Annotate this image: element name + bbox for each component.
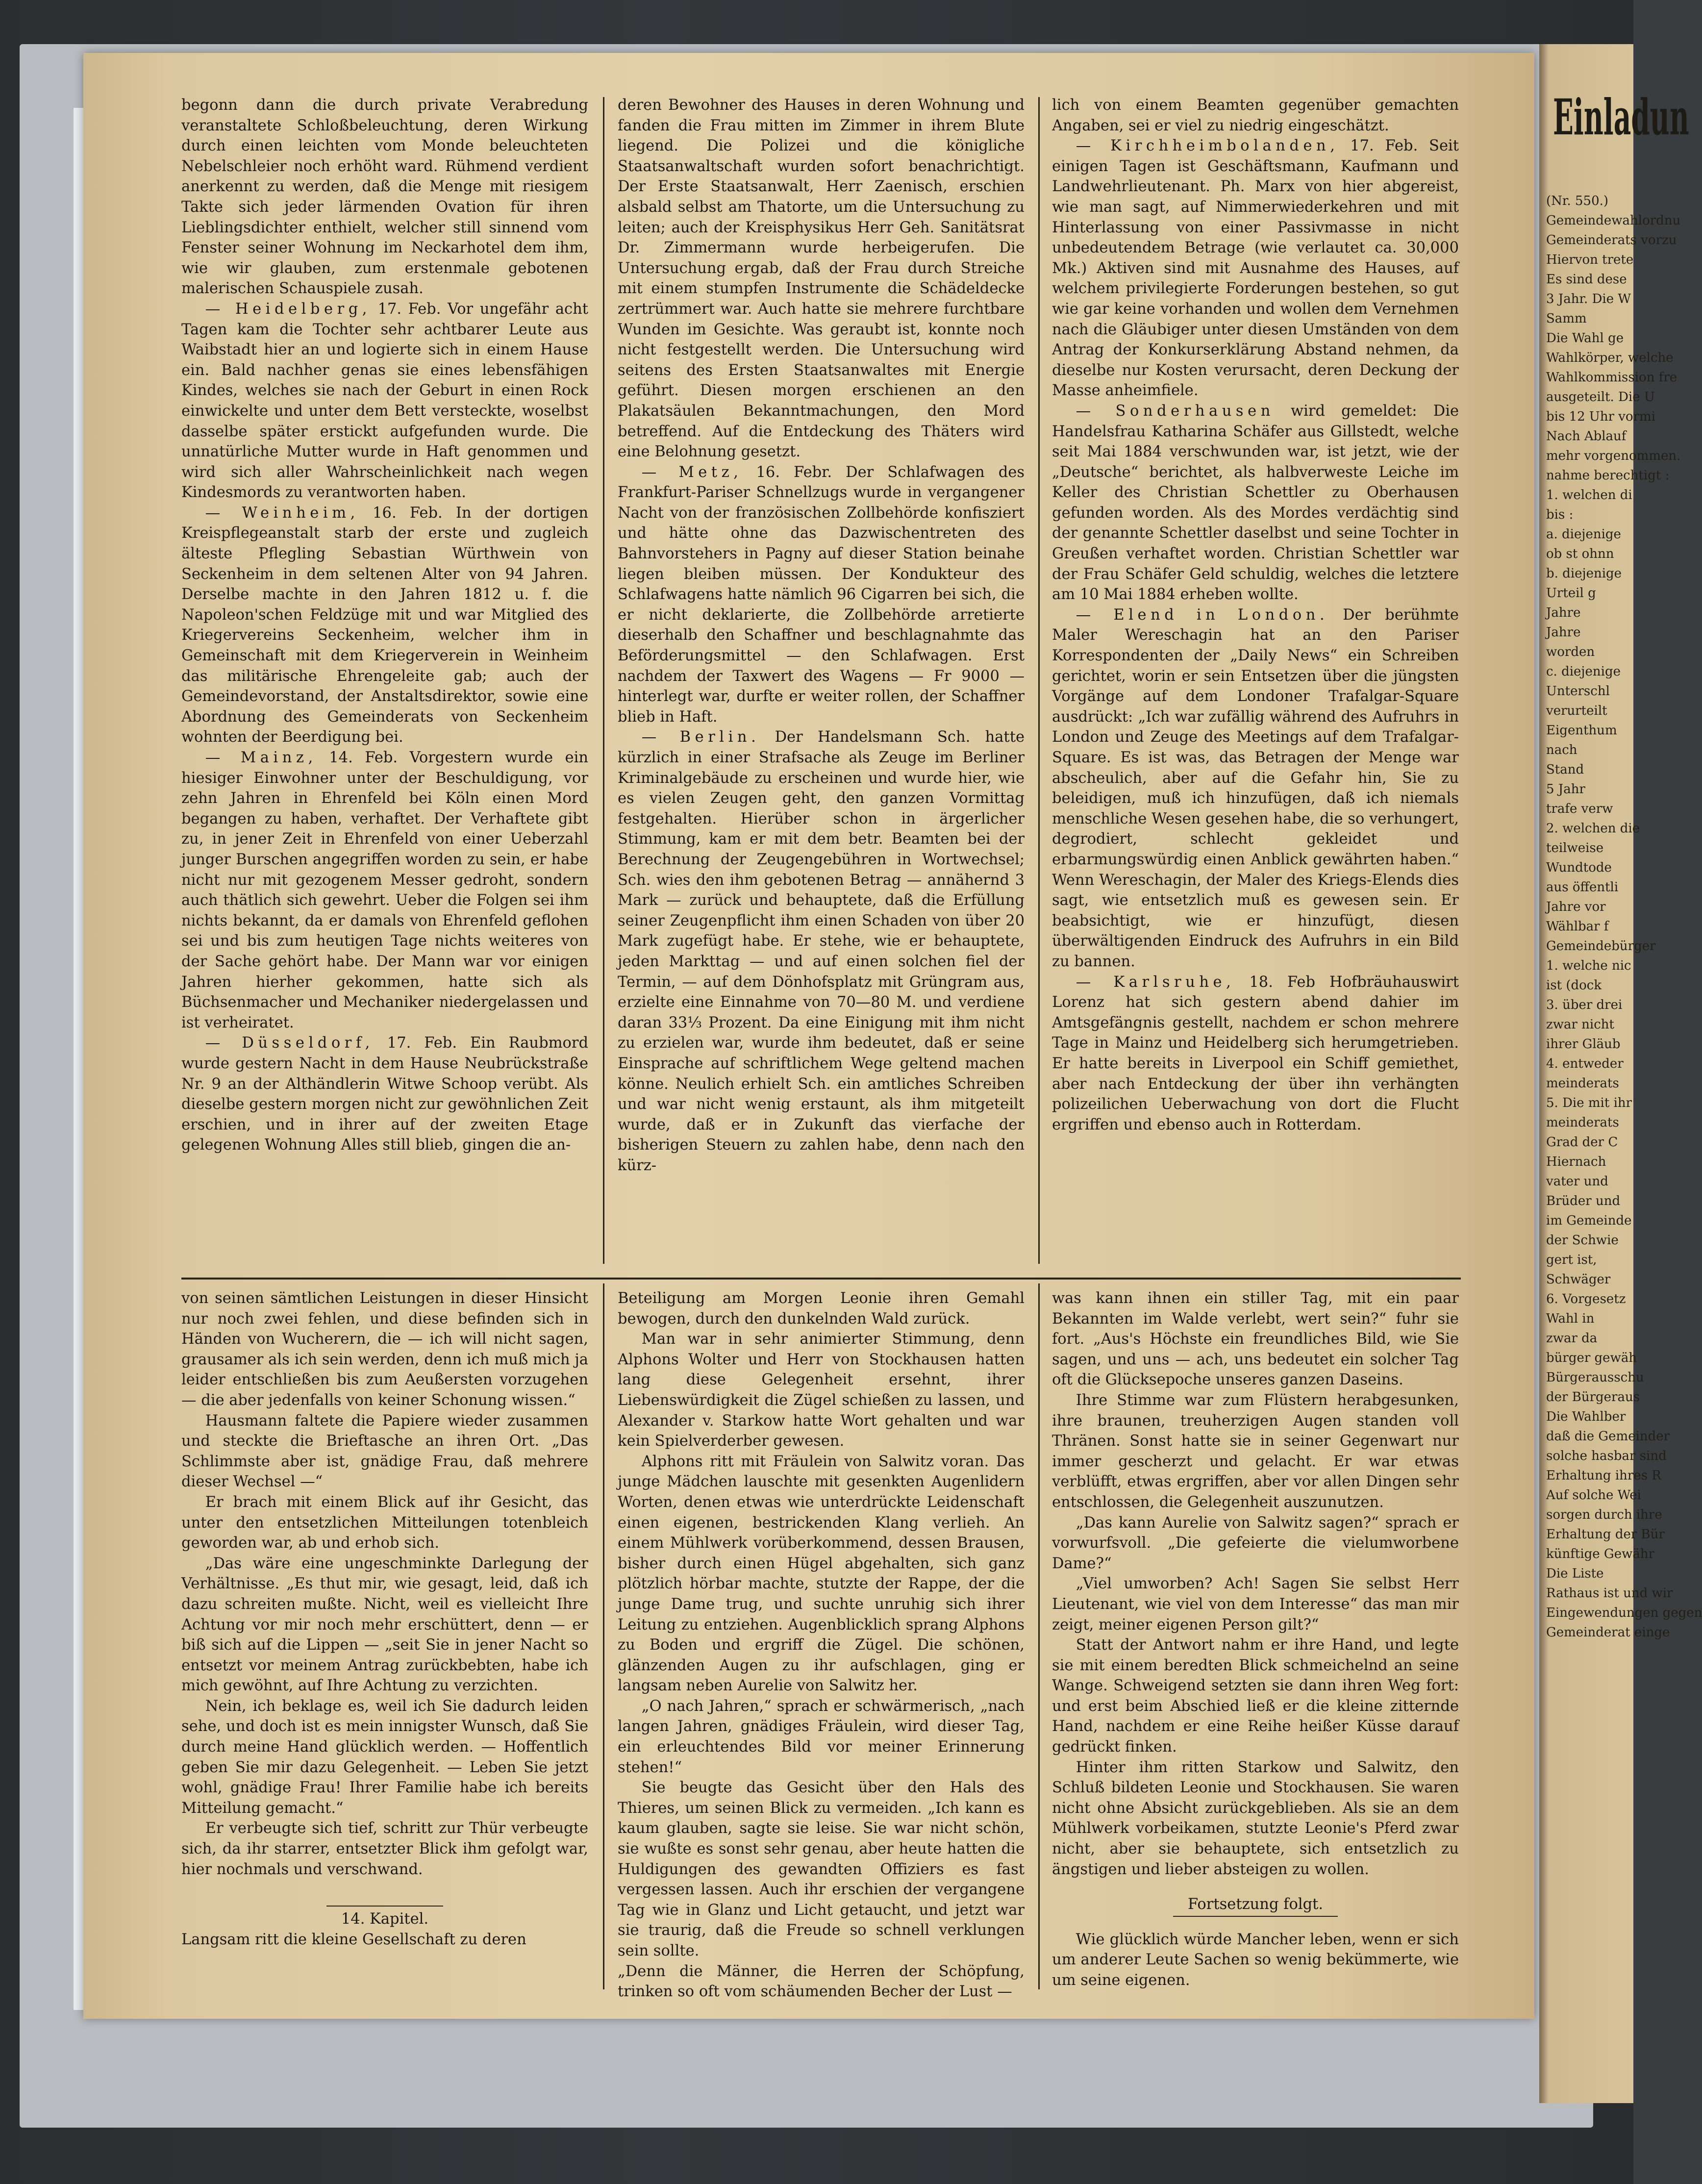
adjacent-page-line: der Bürgeraus xyxy=(1546,1390,1640,1405)
article-paragraph xyxy=(181,1033,588,1155)
paragraph-text: deren Bewohner des Hauses in deren Wohnung und fanden die Frau mitten im Zimmer in ihrem Blute liegend. Die Polizei und die königliche Staatsanwaltschaft wurden sofort benachrichtigt. Der Erste Staatsanwalt, Herr Zaenisch, erschien alsbald selbst am Thatorte, um die Untersuchung zu leiten; auch der Kreisphysikus Herr Geh. Sanitätsrat Dr. Zimmermann wurde herbeigerufen. Die Untersuchung ergab, daß der Frau durch Streiche mit einem stumpfen Instrumente die Schädeldecke zertrümmert war. Auch hatte sie mehrere furchtbare Wunden im Gesichte. Was geraubt ist, konnte noch nicht festgestellt werden. Die Untersuchung wird seitens des Ersten Staatsanwaltes mit Energie geführt. Diesen morgen erschienen an den Plakatsäulen Bekanntmachungen, den Mord betreffend. Auf die Entdeckung des Thäters wird eine Belohnung gesetzt. xyxy=(618,97,1025,461)
adjacent-page-line: Jahre vor xyxy=(1546,900,1606,914)
adjacent-page-line: Gemeindebürger xyxy=(1546,939,1656,954)
article-paragraph xyxy=(1052,1390,1459,1513)
adjacent-page-line: mehr vorgenommen. xyxy=(1546,449,1681,463)
paragraph-text: Hinter ihm ritten Starkow und Salwitz, den Schluß bildeten Leonie und Stockhausen. Sie waren nicht ohne Absicht zurückgeblieben. Als sie an dem Mühlwerk vorbeikamen, stutzte Leonie's Pferd zwar nicht, aber sie behauptete, sich entsetzlich zu ängstigen und lieber absteigen zu wollen. xyxy=(1052,1758,1459,1878)
adjacent-page-line: vater und xyxy=(1546,1174,1608,1189)
adjacent-page-line: Samm xyxy=(1546,311,1587,326)
paragraph-text: was kann ihnen ein stiller Tag, mit ein paar Bekannten im Walde verlebt, wert sein?“ fuhr sie fort. „Aus's Höchste ein freundliches Bild, wie Sie sagen, und uns — ach, uns bedeutet ein solcher Tag oft die Glücksepoche unseres ganzen Daseins. xyxy=(1052,1290,1459,1389)
paragraph-text: Er brach mit einem Blick auf ihr Gesicht, das unter den entsetzlichen Mitteilungen totenbleich geworden war, ab und erhob sich. xyxy=(181,1493,588,1552)
continuation-note xyxy=(1052,1894,1459,1915)
article-paragraph xyxy=(1052,605,1459,972)
adjacent-page-line: Hiervon trete xyxy=(1546,252,1634,267)
adjacent-page-line: Gemeindewahlordnu xyxy=(1546,213,1681,228)
adjacent-page-line: Wundtode xyxy=(1546,860,1612,875)
adjacent-page-line: Urteil g xyxy=(1546,586,1596,601)
adjacent-page-line: Die Wahl ge xyxy=(1546,331,1624,346)
top-column-2 xyxy=(618,95,1025,1270)
dateline: — Sonderhausen xyxy=(1076,402,1275,420)
article-paragraph xyxy=(1052,1635,1459,1757)
adjacent-page-line: 2. welchen die xyxy=(1546,821,1640,836)
adjacent-page-line: ob st ohnn xyxy=(1546,547,1614,561)
paragraph-text: Alphons ritt mit Fräulein von Salwitz voran. Das junge Mädchen lauschte mit gesenkten Augenlidern Worten, denen etwas wie unterdrückte Leidenschaft einen eigenen, bestrickenden Klang verlieh. An einem Mühlwerk vorüberkommend, dessen Brausen, bisher durch einen Hügel abgehalten, sich ganz plötzlich hörbar machte, stutzte der Rappe, der die junge Dame trug, und suchte unruhig sich ihrer Leitung zu entziehen. Augenblicklich sprang Alphons zu Boden und ergriff die Zügel. Die schönen, glänzenden Augen zu ihr aufschlagen, ging er langsam neben Aurelie von Salwitz her. xyxy=(618,1453,1025,1695)
dateline: — Kirchheimbolanden, xyxy=(1076,137,1339,155)
adjacent-page-line: verurteilt xyxy=(1546,703,1607,718)
article-paragraph xyxy=(618,1778,1025,1961)
article-paragraph xyxy=(618,1961,1025,2002)
adjacent-page xyxy=(1539,44,1702,2103)
paragraph-text: Der berühmte Maler Wereschagin hat an den Pariser Korrespondenten der „Daily News“ ein Schreiben gerichtet, worin er sein Entsetzen über die jüngsten Vorgänge auf dem Londoner Trafalgar-Square ausdrückt: „Ich war zufällig während des Aufruhrs in London und Zeuge des Meetings auf dem Trafalgar-Square. Es ist was, das Betragen der Menge war abscheulich, aber auf die Gefahr hin, Sie zu beleidigen, muß ich hinzufügen, daß ich niemals menschliche Wesen gesehen habe, die so verhungert, degrodiert, schlecht gekleidet und erbarmungswürdig einen Anblick gewährten haben.“ Wenn Wereschagin, der Maler des Kriegs-Elends dies sagt, wie entsetzlich muß es gewesen sein. Er beabsichtigt, wie er hinzufügt, diesen überwältigenden Eindruck des Aufruhrs in ein Bild zu bannen. xyxy=(1052,606,1459,970)
dateline: — Berlin. xyxy=(641,728,760,746)
paragraph-text: Der Handelsmann Sch. hatte kürzlich in einer Strafsache als Zeuge im Berliner Kriminalgebäude zu erscheinen und wurde hier, wie es vielen Zeugen geht, den ganzen Vormittag festgehalten. Hierüber schon in ärgerlicher Stimmung, kam er mit dem betr. Beamten bei der Berechnung der Zeugengebühren in Wortwechsel; Sch. wies den ihm gebotenen Betrag — annähernd 3 Mark — zurück und behauptete, daß die Erfüllung seiner Zeugenpflicht ihm einen Schaden von über 20 Mark zugefügt habe. Er stehe, wie er behauptete, jeden Markttag — und auf einen solchen fiel der Termin, — auf dem Dönhofsplatz mit Grüngram aus, erzielte eine Einnahme von 70—80 M. und verdiene daran 33⅓ Prozent. Da eine Einigung mit ihm nicht zu erzielen war, wurde ihm bedeutet, daß er seine Einsprache auf schriftlichem Wege geltend machen könne. Neulich erhielt Sch. ein amtliches Schreiben und war nicht wenig erstaunt, als ihm mitgeteilt wurde, daß er in Zukunft das vierfache der bisherigen Steuern zu zahlen habe, denn nach den kürz- xyxy=(618,728,1025,1174)
paragraph-text: 18. Feb Hofbräuhauswirt Lorenz hat sich gestern abend dahier im Amtsgefängnis gestellt, nachdem er schon mehrere Tage in Mainz und Heidelberg sich herumgetrieben. Er hatte bereits in Liverpool ein Schiff gemiethet, aber nach Entdeckung der über ihn verhängten polizeilichen Ueberwachung von dort die Flucht ergriffen und ebenso auch in Rotterdam. xyxy=(1052,973,1459,1133)
adjacent-page-line: 5. Die mit ihr xyxy=(1546,1096,1632,1110)
adjacent-page-line: meinderats xyxy=(1546,1115,1619,1130)
chapter-heading-text: 14. Kapitel. xyxy=(326,1906,443,1928)
article-paragraph xyxy=(181,1696,588,1819)
dateline: — Weinheim, xyxy=(205,504,359,522)
adjacent-page-line: ist (dock xyxy=(1546,978,1602,993)
dateline: — Mainz, xyxy=(205,749,317,766)
adjacent-page-line: Unterschl xyxy=(1546,684,1610,699)
adjacent-page-line: aus öffentli xyxy=(1546,880,1619,895)
adjacent-page-line: ausgeteilt. Die U xyxy=(1546,390,1655,404)
adjacent-page-line: c. diejenige xyxy=(1546,664,1621,679)
paragraph-text: Sie beugte das Gesicht über den Hals des Thieres, um seinen Blick zu vermeiden. „Ich kann es kaum glauben, sagte sie leise. Sie war nicht schön, sie wußte es sonst sehr genau, aber heute hatten die Huldigungen des gewandten Offiziers es fast vergessen lassen. Auch ihr erschien der vergangene Tag wie in Glanz und Licht getaucht, und jetzt war sie traurig, daß die Freude so schnell verklungen sein sollte. xyxy=(618,1779,1025,1959)
continuation-note-text: Fortsetzung folgt. xyxy=(1173,1896,1338,1917)
adjacent-page-line: Wahlkommission fre xyxy=(1546,370,1677,385)
article-paragraph xyxy=(1052,972,1459,1135)
adjacent-page-line: zwar nicht xyxy=(1546,1017,1614,1032)
article-paragraph xyxy=(1052,1930,1459,1991)
article-paragraph xyxy=(618,462,1025,728)
column-rule xyxy=(603,97,604,1264)
paragraph-text: 16. Febr. Der Schlafwagen des Frankfurt-Pariser Schnellzugs wurde in vergangener Nacht von der französischen Zollbehörde konfisziert und hätte ohne das Dazwischentreten des Bahnvorstehers in Pagny auf dieser Station beinahe liegen bleiben müssen. Der Kondukteur des Schlafwagens hatte nämlich 96 Cigarren bei sich, die er nicht deklarierte, die Zollbehörde arretierte dieserhalb den Schaffner und beschlagnahmte das Beförderungsmittel — den Schlafwagen. Erst nachdem der Taxwert des Wagens — Fr 9000 — hinterlegt war, durfte er weiter rollen, der Schaffner blieb in Haft. xyxy=(618,463,1025,726)
adjacent-page-line: trafe verw xyxy=(1546,802,1613,816)
article-paragraph xyxy=(618,727,1025,1176)
adjacent-page-line: Auf solche Wei xyxy=(1546,1488,1641,1503)
article-paragraph xyxy=(618,1329,1025,1452)
adjacent-page-line: (Nr. 550.) xyxy=(1546,194,1609,208)
adjacent-page-line: worden xyxy=(1546,645,1595,659)
paragraph-text: 14. Feb. Vorgestern wurde ein hiesiger Einwohner unter der Beschuldigung, vor zehn Jahren in Ehrenfeld bei Köln einen Mord begangen zu haben, verhaftet. Der Verhaftete gibt zu, in jener Zeit in Ehrenfeld von einer Ueberzahl junger Burschen angegriffen worden zu sein, er habe nicht nur mit gezogenem Messer gedroht, sondern auch thätlich sich gewehrt. Ueber die Folgen sei ihm nichts bekannt, da er damals von Ehrenfeld geflohen sei und bis zum heutigen Tage nichts weiteres von der Sache gehört habe. Der Mann war vor einigen Jahren hierher gekommen, hatte sich als Büchsenmacher und Mechaniker niedergelassen und ist verheiratet. xyxy=(181,749,588,1031)
adjacent-page-line: teilweise xyxy=(1546,841,1604,855)
adjacent-page-line: 6. Vorgesetz xyxy=(1546,1292,1626,1306)
column-rule xyxy=(1038,1283,1040,1989)
adjacent-page-line: daß die Gemeinder xyxy=(1546,1429,1670,1444)
adjacent-page-line: zwar da xyxy=(1546,1331,1598,1346)
paragraph-text: 17. Feb. Vor ungefähr acht Tagen kam die Tochter sehr achtbarer Leute aus Waibstadt hier an und logierte sich in einem Hause ein. Bald nachher genas sie eines lebensfähigen Kindes, welches sie nach der Geburt in einen Rock einwickelte und unter dem Bett versteckte, woselbst dasselbe später erstickt aufgefunden wurde. Die unnatürliche Mutter wurde in Haft genommen und wird sich aller Wahrscheinlichkeit nach wegen Kindesmords zu verantworten haben. xyxy=(181,300,588,502)
article-paragraph xyxy=(1052,136,1459,401)
article-paragraph xyxy=(1052,95,1459,136)
adjacent-page-line: Eigenthum xyxy=(1546,723,1617,738)
adjacent-page-line: nach xyxy=(1546,743,1577,757)
adjacent-page-line: Wahlkörper, welche xyxy=(1546,351,1674,365)
adjacent-page-line: Eingewendungen gegen xyxy=(1546,1606,1702,1620)
bottom-column-3 xyxy=(1052,1288,1459,1999)
adjacent-page-line: Gemeinderats vorzu xyxy=(1546,233,1677,248)
article-paragraph xyxy=(618,1696,1025,1778)
top-column-3 xyxy=(1052,95,1459,1270)
adjacent-page-title: Einladun xyxy=(1553,88,1689,146)
dateline: — Heidelberg, xyxy=(205,300,371,318)
article-paragraph xyxy=(181,95,588,299)
article-paragraph xyxy=(618,95,1025,462)
adjacent-page-line: Rathaus ist und wir xyxy=(1546,1586,1673,1601)
paragraph-text: Wie glücklich würde Mancher leben, wenn er sich um anderer Leute Sachen so wenig bekümmerte, wie um seine eigenen. xyxy=(1052,1931,1459,1989)
adjacent-page-line: Gemeinderat einge xyxy=(1546,1625,1670,1640)
paragraph-text: „Das wäre eine ungeschminkte Darlegung der Verhältnisse. „Es thut mir, wie gesagt, leid, daß ich dazu schreiten mußte. Nicht, weil es vielleicht Ihre Achtung vor mir noch mehr erschüttert, denn — er biß sich auf die Lippen — „seit Sie in jener Nacht so entsetzt vor meinem Antrag zurückbebten, habe ich mich gewöhnt, auf Ihre Achtung zu verzichten. xyxy=(181,1555,588,1695)
bottom-column-1 xyxy=(181,1288,588,1999)
adjacent-page-line: Bürgerausschu xyxy=(1546,1370,1644,1385)
section-divider xyxy=(181,1278,1461,1280)
newspaper-page xyxy=(83,53,1534,2019)
adjacent-page-line: Es sind dese xyxy=(1546,272,1627,287)
dateline: — Karlsruhe, xyxy=(1076,973,1235,991)
paragraph-text: 17. Feb. Ein Raubmord wurde gestern Nacht in dem Hause Neubrückstraße Nr. 9 an der Althändlerin Witwe Schoop verübt. Als dieselbe gestern morgen nicht zur gewöhnlichen Zeit erschien, und in ihrer auf der zweiten Etage gelegenen Wohnung Alles still blieb, gingen die an- xyxy=(181,1034,588,1154)
adjacent-page-line: 1. welche nic xyxy=(1546,958,1631,973)
article-paragraph xyxy=(1052,401,1459,605)
paragraph-text: lich von einem Beamten gegenüber gemachten Angaben, sei er viel zu niedrig eingeschätzt. xyxy=(1052,97,1459,134)
adjacent-page-line: a. diejenige xyxy=(1546,527,1621,542)
paragraph-text: Man war in sehr animierter Stimmung, denn Alphons Wolter und Herr von Stockhausen hatten lang diese Gelegenheit ersehnt, ihrer Liebenswürdigkeit die Zügel schießen zu lassen, und Alexander v. Starkow hatte Wort gehalten und war kein Spielverderber gewesen. xyxy=(618,1330,1025,1450)
adjacent-page-line: sorgen durch ihre xyxy=(1546,1507,1662,1522)
adjacent-page-line: bis : xyxy=(1546,507,1574,522)
adjacent-page-line: Jahre xyxy=(1546,605,1581,620)
adjacent-page-line: Stand xyxy=(1546,762,1584,777)
adjacent-page-line: Nach Ablauf xyxy=(1546,429,1627,444)
adjacent-page-line: Wahl in xyxy=(1546,1311,1595,1326)
top-column-1 xyxy=(181,95,588,1270)
article-paragraph xyxy=(181,1288,588,1411)
paragraph-text: 17. Feb. Seit einigen Tagen ist Geschäftsmann, Kaufmann und Landwehrlieutenant. Ph. Marx von hier abgereist, wie man sagt, auf Nimmerwiederkehren und mit Hinterlassung von einer Passivmasse in nicht unbedeutendem Betrage (wie verlautet ca. 30,000 Mk.) Aktiven sind mit Ausnahme des Hauses, auf welchem privilegierte Forderungen bestehen, so gut wie gar keine vorhanden und wollen dem Vernehmen nach die Gläubiger unter diesen Umständen von dem Antrag der Konkurserklärung Abstand nehmen, da dieselbe nur Kosten verursacht, deren Deckung der Masse anheimfiele. xyxy=(1052,137,1459,400)
adjacent-page-line: Jahre xyxy=(1546,625,1581,640)
article-paragraph xyxy=(181,1411,588,1492)
paragraph-text: „Viel umworben? Ach! Sagen Sie selbst Herr Lieutenant, wie viel von dem Interesse“ das man mir zeigt, meiner eigenen Person gilt?“ xyxy=(1052,1575,1459,1633)
article-paragraph xyxy=(1052,1288,1459,1390)
column-rule xyxy=(603,1283,604,1989)
chapter-heading xyxy=(181,1909,588,1930)
paragraph-text: „O nach Jahren,“ sprach er schwärmerisch, „nach langen Jahren, gnädiges Fräulein, wird dieser Tag, ein erleuchtendes Bild vor meiner Erinnerung stehen!“ xyxy=(618,1697,1025,1776)
adjacent-page-line: Wählbar f xyxy=(1546,919,1609,934)
adjacent-page-line: solche hasbar sind xyxy=(1546,1449,1667,1463)
article-paragraph xyxy=(1052,1513,1459,1574)
article-paragraph xyxy=(618,1452,1025,1696)
adjacent-page-text xyxy=(1546,191,1702,1642)
adjacent-page-line: ihrer Gläub xyxy=(1546,1037,1621,1052)
article-paragraph xyxy=(181,748,588,1033)
adjacent-page-line: 3 Jahr. Die W xyxy=(1546,292,1631,306)
article-paragraph xyxy=(181,1930,588,1950)
paragraph-text: Ihre Stimme war zum Flüstern herabgesunken, ihre braunen, treuherzigen Augen standen voll Thränen. Sonst hatte sie in seiner Gegenwart nur immer gescherzt und gelacht. Er war etwas verblüfft, etwas ergriffen, aber vor allen Dingen sehr entschlossen, die Gelegenheit auszunutzen. xyxy=(1052,1391,1459,1511)
adjacent-page-line: Die Wahlber xyxy=(1546,1409,1626,1424)
article-paragraph xyxy=(181,503,588,748)
paragraph-text: 16. Feb. In der dortigen Kreispflegeanstalt starb der erste und zugleich älteste Pflegling Sebastian Würthwein von Seckenheim in dem seltenen Alter von 94 Jahren. Derselbe machte in den Jahren 1812 u. f. die Napoleon'schen Feldzüge mit und war Mitglied des Kriegervereins Seckenheim, welcher ihm in Gemeinschaft mit dem Kriegerverein in Weinheim das militärische Ehrengeleite gab; auch der Gemeindevorstand, der Anstaltsdirektor, sowie eine Abordnung des Gemeinderats von Seckenheim wohnten der Beerdigung bei. xyxy=(181,504,588,746)
paragraph-text: von seinen sämtlichen Leistungen in dieser Hinsicht nur noch zwei fehlen, und diese befinden sich in Händen von Wucherern, die — ich will nicht sagen, grausamer als ich sein werden, denn ich muß mich ja leider entschließen bis zum Aeußersten vorzugehen — die aber jedenfalls von keiner Schonung wissen.“ xyxy=(181,1290,588,1409)
adjacent-page-line: Brüder und xyxy=(1546,1194,1621,1208)
article-paragraph xyxy=(618,1288,1025,1329)
adjacent-page-line: Hiernach xyxy=(1546,1155,1606,1169)
paragraph-text: Statt der Antwort nahm er ihre Hand, und legte sie mit einem beredten Blick schmeichelnd an seine Wange. Schweigend setzten sie dann ihren Weg fort: und erst beim Abschied ließ er die kleine zitternde Hand, nachdem er eine Reihe heißer Küsse darauf gedrückt finken. xyxy=(1052,1636,1459,1756)
article-paragraph xyxy=(1052,1757,1459,1880)
adjacent-page-line: 4. entweder xyxy=(1546,1056,1624,1071)
adjacent-page-line: bis 12 Uhr vormi xyxy=(1546,409,1656,424)
paragraph-text: „Denn die Männer, die Herren der Schöpfung, trinken so oft vom schäumenden Becher der Lust — xyxy=(618,1962,1025,2001)
adjacent-page-line: künftige Gewähr xyxy=(1546,1547,1655,1561)
adjacent-page-line: Grad der C xyxy=(1546,1135,1618,1150)
dateline: — Metz, xyxy=(641,463,743,481)
paragraph-text: Nein, ich beklage es, weil ich Sie dadurch leiden sehe, und doch ist es mein innigster Wunsch, daß Sie durch meine Hand glücklich werden. — Hoffentlich geben Sie mir dazu Gelegenheit. — Leben Sie jetzt wohl, gnädige Frau! Ihrer Familie habe ich bereits Mitteilung gemacht.“ xyxy=(181,1697,588,1817)
article-paragraph xyxy=(1052,1574,1459,1635)
adjacent-page-line: nahme berechtigt : xyxy=(1546,468,1670,483)
column-rule xyxy=(1038,97,1040,1264)
dateline: — Düsseldorf, xyxy=(205,1034,374,1052)
paragraph-text: wird gemeldet: Die Handelsfrau Katharina Schäfer aus Gillstedt, welche seit Mai 1884 verschwunden war, ist jetzt, wie der „Deutsche“ berichtet, als halbverweste Leiche im Keller des Christian Schettler zu Oberhausen gefunden worden. Als des Mordes verdächtig sind der genannte Schettler daselbst und seine Tochter in Greußen verhaftet worden. Christian Schettler war der Frau Schäfer Geld schuldig, welches die letztere am 10 Mai 1884 erheben wollte. xyxy=(1052,402,1459,603)
article-paragraph xyxy=(181,299,588,503)
adjacent-page-line: meinderats xyxy=(1546,1076,1619,1091)
paragraph-text: Langsam ritt die kleine Gesellschaft zu deren xyxy=(181,1931,526,1948)
adjacent-page-line: Erhaltung der Bür xyxy=(1546,1527,1665,1542)
adjacent-page-line: Die Liste xyxy=(1546,1566,1604,1581)
dateline: — Elend in London. xyxy=(1076,606,1329,624)
adjacent-page-line: b. diejenige xyxy=(1546,566,1622,581)
adjacent-page-line: Schwäger xyxy=(1546,1272,1611,1287)
paragraph-text: begonn dann die durch private Verabredung veranstaltete Schloßbeleuchtung, deren Wirkung durch einen leichten vom Monde beleuchteten Nebelschleier noch erhöht ward. Rühmend verdient anerkennt zu werden, daß die Menge mit riesigem Takte sich jeder lärmenden Ovation für ihren Lieblingsdichter enthielt, welcher still sinnend vom Fenster seiner Wohnung im Neckarhotel dem ihm, wie wir glauben, zum erstenmale gebotenen malerischen Schauspiele zusah. xyxy=(181,97,588,298)
adjacent-page-line: bürger gewäh xyxy=(1546,1351,1637,1365)
paragraph-text: Hausmann faltete die Papiere wieder zusammen und steckte die Brieftasche an ihren Ort. „Das Schlimmste aber ist, gnädige Frau, daß mehrere dieser Wechsel —“ xyxy=(181,1412,588,1491)
adjacent-page-line: der Schwie xyxy=(1546,1233,1619,1248)
paragraph-text: „Das kann Aurelie von Salwitz sagen?“ sprach er vorwurfsvoll. „Die gefeierte die vielumworbene Dame?“ xyxy=(1052,1514,1459,1572)
bottom-column-2 xyxy=(618,1288,1025,1999)
paragraph-text: Beteiligung am Morgen Leonie ihren Gemahl bewogen, durch den dunkelnden Wald zurück. xyxy=(618,1290,1025,1328)
paragraph-text: Er verbeugte sich tief, schritt zur Thür verbeugte sich, da ihr starrer, entsetzter Blick ihm gefolgt war, hier nochmals und verschwand. xyxy=(181,1820,588,1878)
adjacent-page-line: 3. über drei xyxy=(1546,998,1623,1012)
article-paragraph xyxy=(181,1818,588,1880)
adjacent-page-line: 5 Jahr xyxy=(1546,782,1585,797)
adjacent-page-line: gert ist, xyxy=(1546,1253,1597,1267)
adjacent-page-line: 1. welchen di xyxy=(1546,488,1632,502)
adjacent-page-line: Erhaltung ihres R xyxy=(1546,1468,1661,1483)
article-paragraph xyxy=(181,1554,588,1696)
adjacent-page-line: im Gemeinde xyxy=(1546,1213,1632,1228)
article-paragraph xyxy=(181,1492,588,1554)
